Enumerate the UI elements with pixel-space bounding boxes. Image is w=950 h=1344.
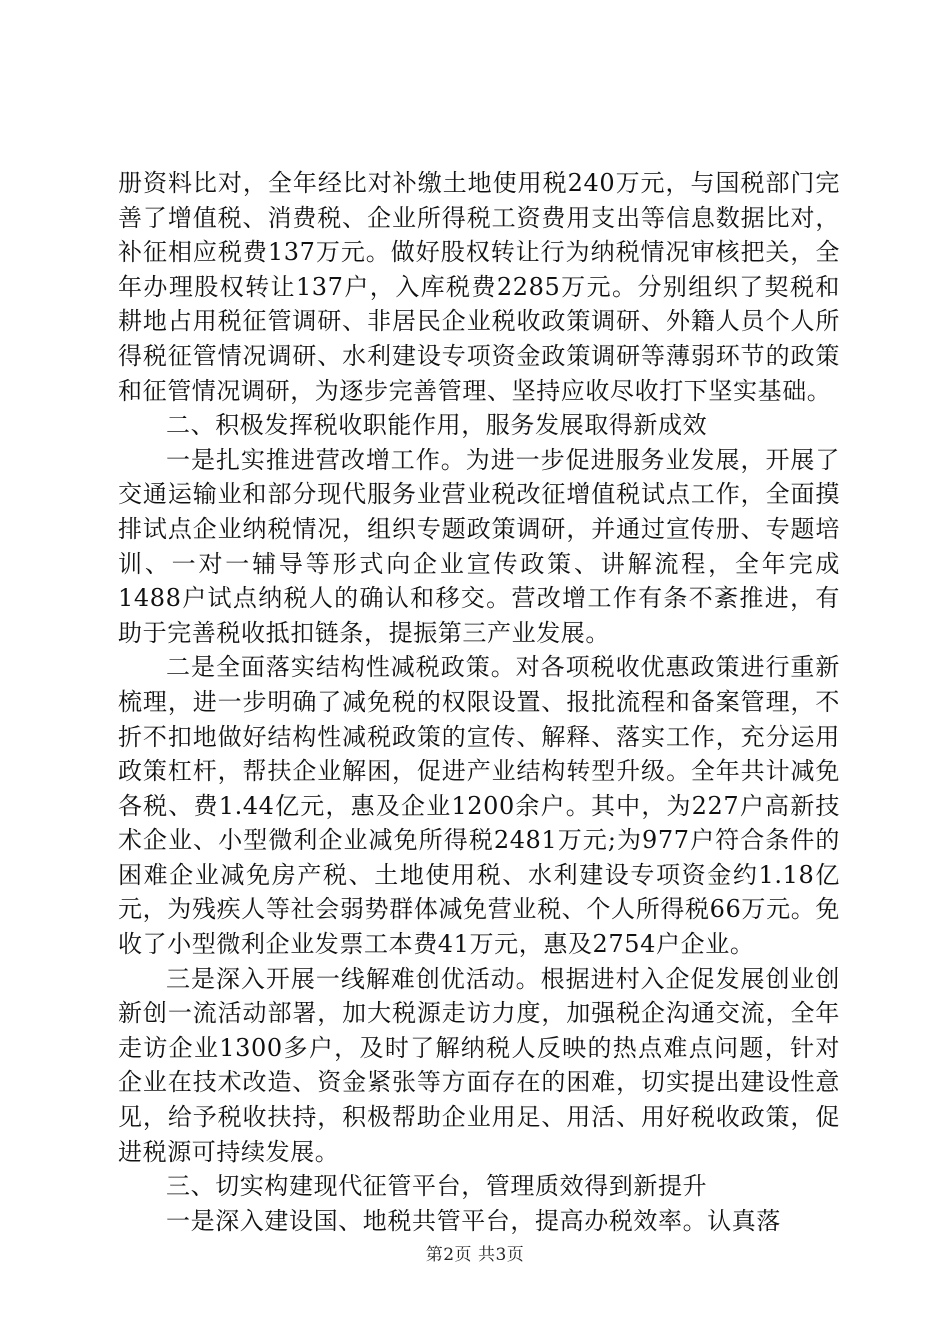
paragraph-5: 一是深入建设国、地税共管平台，提高办税效率。认真落 [166,1206,781,1235]
page-number: 第2页 共3页 [425,1245,525,1265]
section-heading-3: 三、切实构建现代征管平台，管理质效得到新提升 [166,1172,708,1201]
paragraph-3: 二是全面落实结构性减税政策。对各项税收优惠政策进行重新梳理，进一步明确了减免税的权限设置、报批流程和备案管理，不折不扣地做好结构性减税政策的宣传、解释、落实工作，充分运用政策杠杆，帮扶企业解困，促进产业结构转型升级。全年共计减免各税、费1.44亿元，惠及企业1200余户。其中，为227户高新技术企业、小型微利企业减免所得税2481万元;为977户符合条件的困难企业减免房产税、土地使用税、水利建设专项资金约1.18亿元，为残疾人等社会弱势群体减免营业税、个人所得税66万元。免收了小型微利企业发票工本费41万元，惠及2754户企业。 [118,653,840,959]
paragraph-1: 册资料比对，全年经比对补缴土地使用税240万元，与国税部门完善了增值税、消费税、企业所得税工资费用支出等信息数据比对，补征相应税费137万元。做好股权转让行为纳税情况审核把关，全年办理股权转让137户，入库税费2285万元。分别组织了契税和耕地占用税征管调研、非居民企业税收政策调研、外籍人员个人所得税征管情况调研、水利建设专项资金政策调研等薄弱环节的政策和征管情况调研，为逐步完善管理、坚持应收尽收打下坚实基础。 [118,169,840,405]
page-footer [0,1240,950,1265]
section-heading-2: 二、积极发挥税收职能作用，服务发展取得新成效 [166,411,708,440]
document-body [118,166,840,1238]
paragraph-4: 三是深入开展一线解难创优活动。根据进村入企促发展创业创新创一流活动部署，加大税源走访力度，加强税企沟通交流，全年走访企业1300多户，及时了解纳税人反映的热点难点问题，针对企业在技术改造、资金紧张等方面存在的困难，切实提出建设性意见，给予税收扶持，积极帮助企业用足、用活、用好税收政策，促进税源可持续发展。 [118,964,840,1166]
paragraph-2: 一是扎实推进营改增工作。为进一步促进服务业发展，开展了交通运输业和部分现代服务业营业税改征增值税试点工作，全面摸排试点企业纳税情况，组织专题政策调研，并通过宣传册、专题培训、一对一辅导等形式向企业宣传政策、讲解流程，全年完成1488户试点纳税人的确认和移交。营改增工作有条不紊推进，有助于完善税收抵扣链条，提振第三产业发展。 [118,445,840,647]
